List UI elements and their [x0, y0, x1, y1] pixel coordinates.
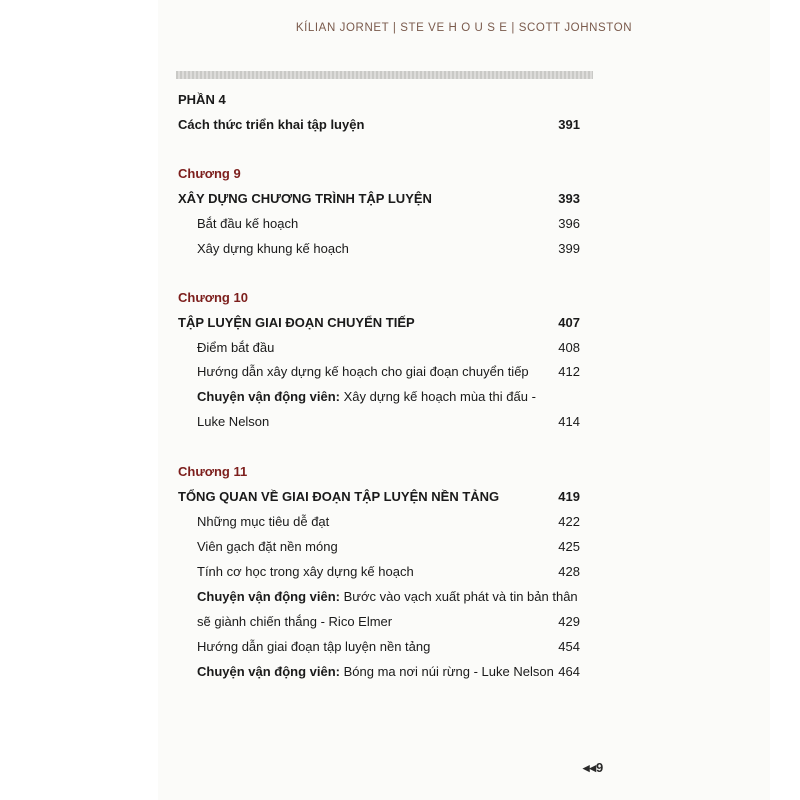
part-title: Cách thức triển khai tập luyện	[178, 117, 365, 132]
toc-entry[interactable]	[178, 536, 580, 558]
toc-entry-page: 454	[558, 639, 580, 654]
toc-entry-text: Những mục tiêu dễ đạt	[197, 514, 330, 529]
toc-entry-page: 422	[558, 514, 580, 529]
toc-entry[interactable]	[178, 361, 580, 383]
chapter-label-row	[178, 287, 580, 309]
toc-entry-page: 428	[558, 564, 580, 579]
toc-entry-page: 412	[558, 364, 580, 379]
chapter-label: Chương 11	[178, 464, 248, 479]
chapter-label-row	[178, 461, 580, 483]
athlete-story-label: Chuyện vận động viên:	[197, 664, 341, 679]
chapter-title: TỔNG QUAN VỀ GIAI ĐOẠN TẬP LUYỆN NỀN TẢNG	[178, 489, 500, 504]
toc-entry-continuation[interactable]	[178, 411, 580, 433]
chapter-label: Chương 9	[178, 166, 241, 181]
chapter-label: Chương 10	[178, 290, 248, 305]
chapter-title-row[interactable]	[178, 188, 580, 210]
part-page: 391	[558, 117, 580, 132]
toc-entry-continued-text: Luke Nelson	[197, 414, 270, 429]
toc-entry[interactable]	[178, 561, 580, 583]
toc-entry-continued-text: sẽ giành chiến thắng - Rico Elmer	[197, 614, 393, 629]
toc-entry[interactable]	[178, 213, 580, 235]
toc-entry-page: 414	[558, 414, 580, 429]
toc-entry-athlete-story[interactable]	[178, 386, 580, 408]
page-number: ◂◂9	[583, 760, 604, 775]
toc-entry[interactable]	[178, 337, 580, 359]
athlete-story-label: Chuyện vận động viên:	[197, 589, 341, 604]
part-label: PHẦN 4	[178, 92, 226, 107]
athlete-story-title: Bước vào vạch xuất phát và tin bản thân	[340, 589, 578, 604]
header-rule	[176, 71, 593, 79]
athlete-story-label: Chuyện vận động viên:	[197, 389, 341, 404]
chapter-title-row[interactable]	[178, 486, 580, 508]
toc-entry-text: Viên gạch đặt nền móng	[197, 539, 338, 554]
toc-entry-text: Bắt đầu kế hoạch	[197, 216, 299, 231]
toc-entry-text: Xây dựng khung kế hoạch	[197, 241, 349, 256]
toc-entry-page: 425	[558, 539, 580, 554]
toc-entry-page: 396	[558, 216, 580, 231]
chapter-label-row	[178, 163, 580, 185]
part-title-row[interactable]	[178, 114, 580, 136]
toc-entry-continuation[interactable]	[178, 611, 580, 633]
toc-entry-text: Điểm bắt đầu	[197, 340, 275, 355]
toc-entry-page: 464	[558, 664, 580, 679]
toc-entry-page: 399	[558, 241, 580, 256]
toc-entry[interactable]	[178, 636, 580, 658]
toc-entry-text: Hướng dẫn giai đoạn tập luyện nền tảng	[197, 639, 431, 654]
book-page	[158, 0, 770, 800]
toc-entry-athlete-story[interactable]	[178, 661, 580, 683]
chapter-page: 407	[558, 315, 580, 330]
toc-entry-text	[197, 386, 536, 408]
toc-entry-page: 429	[558, 614, 580, 629]
chapter-title-row[interactable]	[178, 312, 580, 334]
chapter-title: XÂY DỰNG CHƯƠNG TRÌNH TẬP LUYỆN	[178, 191, 432, 206]
chapter-title: TẬP LUYỆN GIAI ĐOẠN CHUYỂN TIẾP	[178, 315, 415, 330]
toc-entry-text	[197, 586, 578, 608]
toc-entry-text	[197, 661, 554, 683]
toc-entry-page: 408	[558, 340, 580, 355]
toc-entry[interactable]	[178, 238, 580, 260]
toc-entry-text: Hướng dẫn xây dựng kế hoạch cho giai đoạn chuyển tiếp	[197, 364, 529, 379]
chapter-page: 393	[558, 191, 580, 206]
part-label-row	[178, 89, 580, 111]
running-head: KÍLIAN JORNET | STE VE H O U S E | SCOTT JOHNSTON	[295, 22, 633, 34]
toc-entry[interactable]	[178, 511, 580, 533]
toc-entry-text: Tính cơ học trong xây dựng kế hoạch	[197, 564, 414, 579]
toc-entry-athlete-story[interactable]	[178, 586, 580, 608]
athlete-story-title: Xây dựng kế hoạch mùa thi đấu -	[340, 389, 536, 404]
chapter-page: 419	[558, 489, 580, 504]
athlete-story-title: Bóng ma nơi núi rừng - Luke Nelson	[340, 664, 554, 679]
